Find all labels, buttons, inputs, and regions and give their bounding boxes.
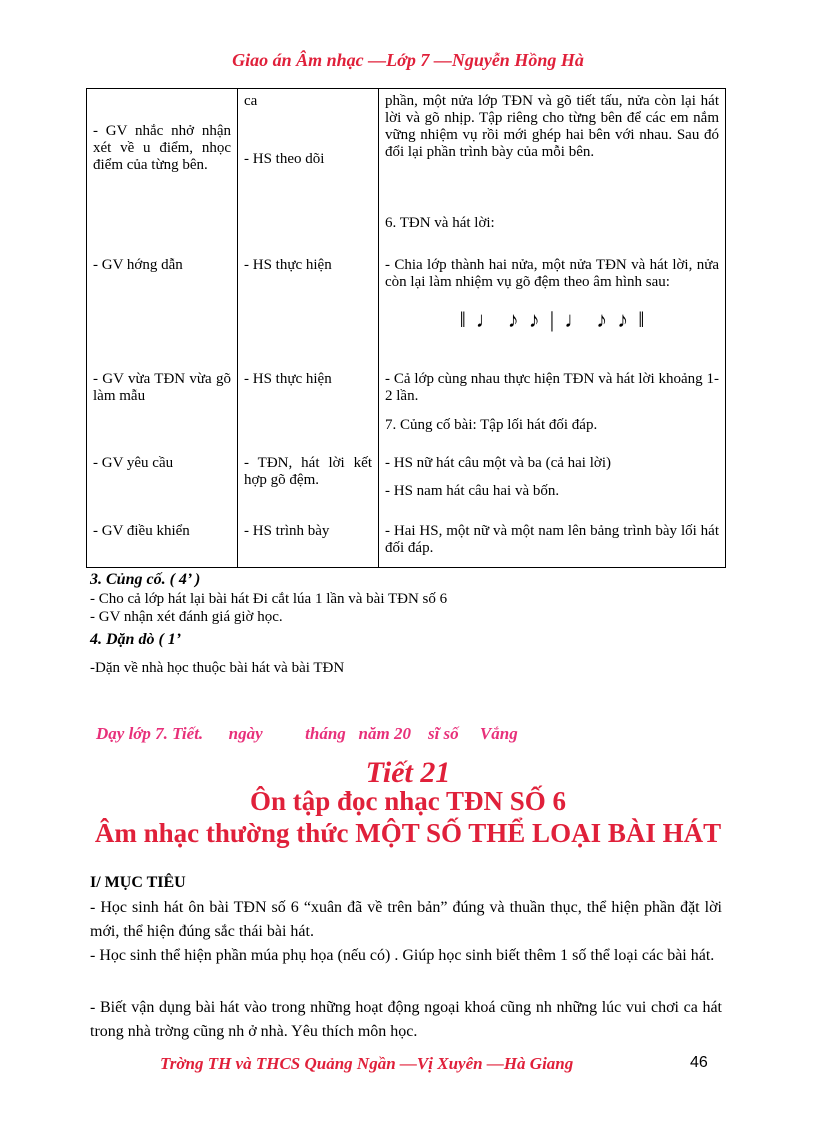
content-text-1: 6. TĐN và hát lời: (385, 215, 495, 231)
content-column (379, 89, 726, 568)
lesson-title-2: Âm nhạc thường thức MỘT SỐ THỂ LOẠI BÀI HÁT (94, 818, 722, 848)
lesson-number: Tiết 21 (365, 756, 451, 789)
rhythm-pattern (385, 307, 719, 332)
consolidation-line-1: - Cho cả lớp hát lại bài hát Đi cắt lúa 1 lần và bài TĐN số 6 (90, 591, 448, 607)
teacher-step-3: - GV vừa TĐN vừa gõ làm mẫu (93, 371, 231, 404)
barline-icon: | (549, 307, 555, 332)
student-step-3: - HS thực hiện (244, 371, 332, 387)
teacher-column (87, 89, 238, 568)
lesson-title-1: Ôn tập đọc nhạc TĐN SỐ 6 (249, 786, 567, 816)
content-text-6: - HS nam hát câu hai và bốn. (385, 483, 560, 499)
eighth-note-icon: ♪ (528, 307, 540, 332)
objective-paragraph-2: - Học sinh thể hiện phần múa phụ họa (nếu có) . Giúp học sinh biết thêm 1 số thể loại các bài hát. (90, 947, 715, 964)
consolidation-line-2: - GV nhận xét đánh giá giờ học. (90, 609, 283, 625)
homework-title: 4. Dặn dò ( 1’ (90, 631, 182, 648)
homework-line: -Dặn về nhà học thuộc bài hát và bài TĐN (90, 660, 345, 676)
objective-paragraph-3: - Biết vận dụng bài hát vào trong những hoạt động ngoại khoá cũng nh những lúc vui chơi ca hát trong nhà trờng cũng nh ở nhà. Yêu thích môn học. (90, 999, 722, 1040)
eighth-note-icon: ♪ (507, 307, 519, 332)
eighth-note-icon: ♪ (596, 307, 608, 332)
page-header: Giao án Âm nhạc —Lớp 7 —Nguyễn Hồng Hà (232, 50, 584, 70)
content-text-2: - Chia lớp thành hai nửa, một nửa TĐN và hát lời, nửa còn lại làm nhiệm vụ gõ đệm theo âm hình sau: (385, 257, 719, 290)
final-barline-icon: ‖ (638, 307, 645, 332)
period-info-line: Dạy lớp 7. Tiết. ngày tháng năm 20 sĩ số Vắng (96, 724, 518, 743)
quarter-note-icon: ♩ (564, 307, 587, 332)
teacher-step-5: - GV điều khiển (93, 523, 190, 539)
content-text-5: - HS nữ hát câu một và ba (cả hai lời) (385, 455, 611, 471)
quarter-note-icon: ♩ (475, 307, 498, 332)
teacher-step-1: - GV nhắc nhở nhận xét về u điểm, nhọc điểm của từng bên. (93, 123, 231, 173)
content-text-3: - Cả lớp cùng nhau thực hiện TĐN và hát lời khoảng 1-2 lần. (385, 371, 719, 404)
teacher-step-2: - GV hớng dẫn (93, 257, 183, 273)
content-text-0: phần, một nửa lớp TĐN và gõ tiết tấu, nửa còn lại hát lời và gõ nhịp. Tập riêng cho từng bên để các em nắm vững nhiệm vụ rồi mới ghép hai bên với nhau. Sau đó đổi lại phần trình bày của mỗi bên. (385, 93, 719, 160)
objective-paragraph-1: - Học sinh hát ôn bài TĐN số 6 “xuân đã về trên bản” đúng và thuần thục, thể hiện phần đặt lời mới, thể hiện đúng sắc thái bài hát. (90, 899, 722, 940)
student-step-1: - HS theo dõi (244, 151, 325, 167)
student-step-5: - HS trình bày (244, 523, 330, 539)
double-barline-icon: ‖ (459, 307, 466, 332)
page-footer: Trờng TH và THCS Quảng Ngần —Vị Xuyên —Hà Giang (160, 1054, 574, 1073)
student-step-2: - HS thực hiện (244, 257, 332, 273)
consolidation-title: 3. Củng cố. ( 4’ ) (90, 571, 201, 588)
student-step-0: ca (244, 93, 258, 109)
page-number: 46 (690, 1054, 708, 1071)
student-column (238, 89, 379, 568)
objectives-heading: I/ MỤC TIÊU (90, 874, 186, 891)
teacher-step-4: - GV yêu cầu (93, 455, 174, 471)
student-step-4: - TĐN, hát lời kết hợp gõ đệm. (244, 455, 372, 488)
content-text-4: 7. Củng cố bài: Tập lối hát đối đáp. (385, 417, 598, 433)
lesson-activity-table (86, 88, 726, 568)
eighth-note-icon: ♪ (617, 307, 629, 332)
content-text-7: - Hai HS, một nữ và một nam lên bảng trình bày lối hát đối đáp. (385, 523, 719, 556)
